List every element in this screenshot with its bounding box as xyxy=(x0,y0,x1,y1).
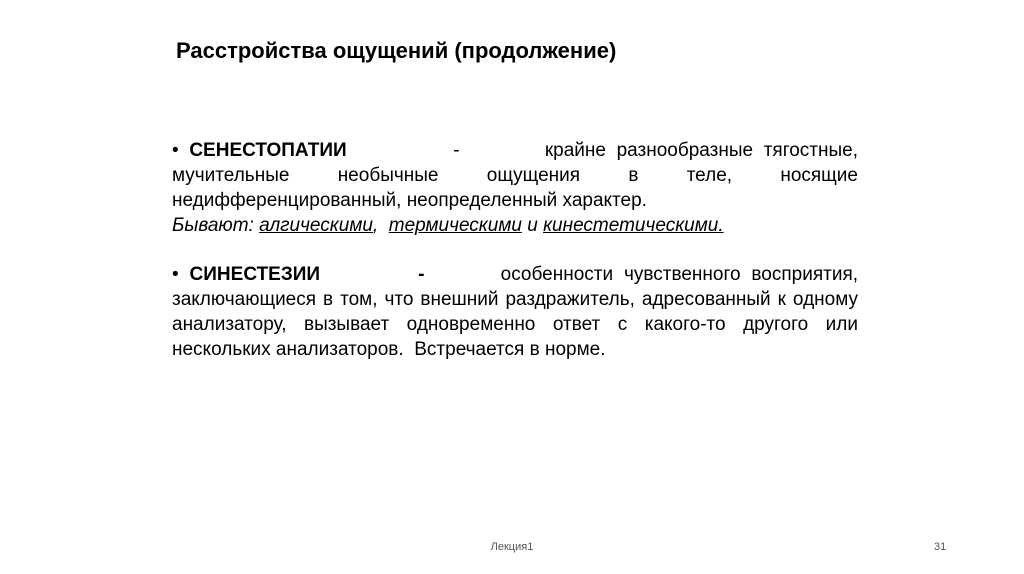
bullet: • xyxy=(172,264,179,285)
synesthesia-note: Встречается в норме. xyxy=(414,339,606,360)
page-number: 31 xyxy=(934,541,947,553)
type-algic: алгическими xyxy=(259,215,373,236)
item-senestopathy xyxy=(172,138,858,213)
item-synesthesia xyxy=(172,262,858,362)
type-separator: , xyxy=(372,215,379,236)
slide-body xyxy=(172,138,858,362)
type-thermal: термическими xyxy=(388,215,522,236)
bullet: • xyxy=(172,140,179,161)
type-kinesthetic: кинестетическими. xyxy=(543,215,724,236)
type-conjunction: и xyxy=(527,215,538,236)
definition-synesthesia: особенности чувственного восприятия, заключающиеся в том, что внешний раздражитель, адресованный к одному анализатору, вызывает одновременно ответ с какого-то другого или нескольких анализаторов. xyxy=(172,264,859,360)
footer-lecture-label: Лекция1 xyxy=(490,541,534,553)
slide-title: Расстройства ощущений (продолжение) xyxy=(176,38,617,63)
term-synesthesia: СИНЕСТЕЗИИ xyxy=(189,264,321,285)
types-lead: Бывают: xyxy=(172,215,254,236)
term-senestopathy: СЕНЕСТОПАТИИ xyxy=(189,140,347,161)
senestopathy-types xyxy=(172,213,858,238)
term-dash: - xyxy=(418,264,425,285)
definition-senestopathy: крайне разнообразные тягостные, мучительные необычные ощущения в теле, носящие недифференцированный, неопределенный характер. xyxy=(172,140,859,211)
term-dash: - xyxy=(453,140,460,161)
